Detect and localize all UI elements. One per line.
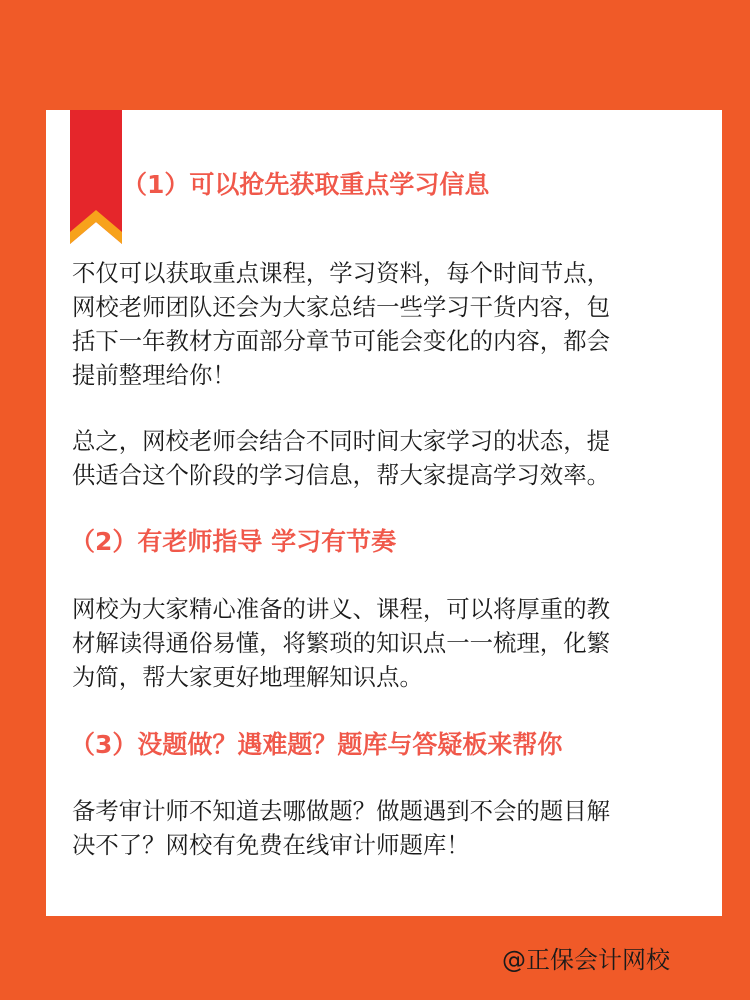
text-line: 括下一年教材方面部分章节可能会变化的内容，都会 [72, 327, 610, 355]
section-3-heading: （3）没题做？遇难题？题库与答疑板来帮你 [70, 730, 563, 759]
section-3-heading-wrap [72, 728, 712, 762]
section-1-heading-wrap [72, 168, 712, 202]
section-2-paragraph-1 [72, 592, 712, 694]
text-line: 总之，网校老师会结合不同时间大家学习的状态，提 [72, 427, 610, 455]
text-line: 提前整理给你！ [72, 361, 236, 389]
text-line: 供适合这个阶段的学习信息，帮大家提高学习效率。 [72, 461, 610, 489]
section-3-paragraph-1 [72, 794, 712, 862]
content-card [46, 110, 722, 916]
section-2-heading: （2）有老师指导 学习有节奏 [70, 527, 397, 556]
text-line: 决不了？网校有免费在线审计师题库！ [72, 831, 470, 859]
text-line: 网校老师团队还会为大家总结一些学习干货内容，包 [72, 293, 610, 321]
text-line: 网校为大家精心准备的讲义、课程，可以将厚重的教 [72, 595, 610, 623]
section-1-paragraph-1 [72, 256, 712, 392]
text-line: 备考审计师不知道去哪做题？做题遇到不会的题目解 [72, 797, 610, 825]
footer-watermark: @正保会计网校 [502, 946, 670, 974]
section-1-paragraph-2 [72, 424, 712, 492]
text-line: 材解读得通俗易懂，将繁琐的知识点一一梳理，化繁 [72, 629, 610, 657]
text-line: 为简，帮大家更好地理解知识点。 [72, 663, 423, 691]
section-1-heading: （1）可以抢先获取重点学习信息 [122, 170, 490, 199]
text-line: 不仅可以获取重点课程，学习资料，每个时间节点， [72, 259, 610, 287]
section-2-heading-wrap [72, 525, 712, 559]
